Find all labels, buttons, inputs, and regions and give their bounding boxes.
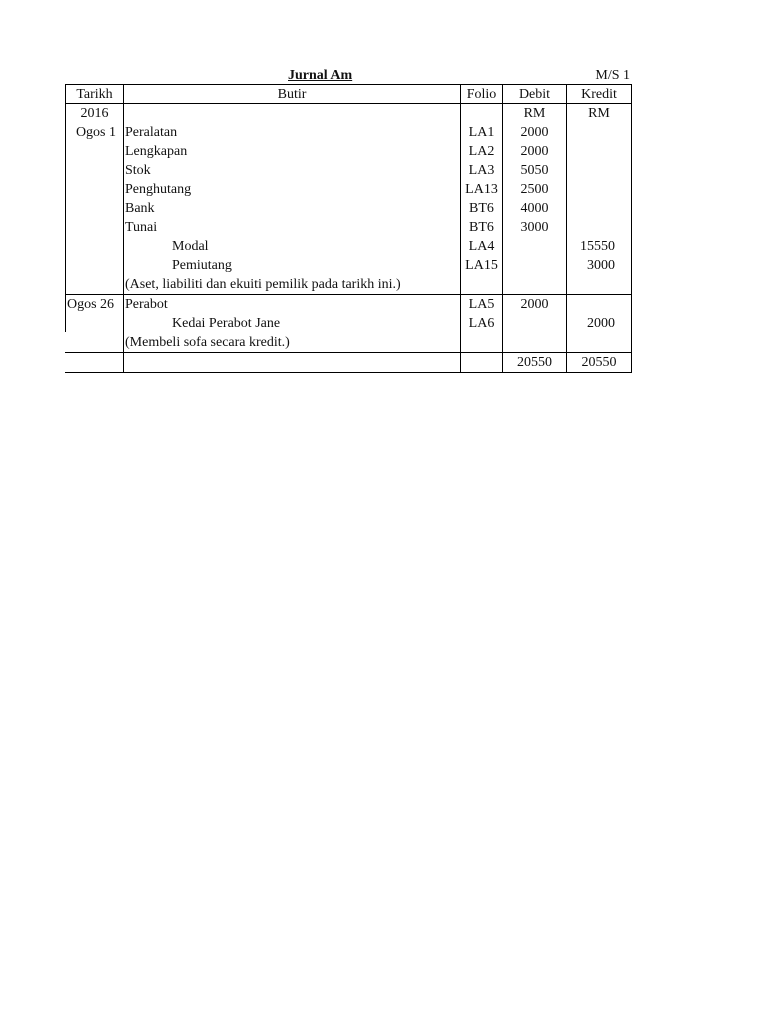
- entry2-line2-credit: 2000: [587, 316, 615, 331]
- year-label: 2016: [80, 106, 109, 121]
- entry1-line4-debit: 2500: [520, 182, 549, 197]
- entry1-line6-debit: 3000: [520, 220, 549, 235]
- journal-title: Jurnal Am: [288, 68, 353, 83]
- header-folio: Folio: [466, 87, 497, 102]
- right-border: [631, 84, 632, 373]
- entry2-line1-particulars: Perabot: [125, 297, 168, 312]
- entry1-line7-folio: LA4: [468, 239, 495, 254]
- entry1-line6-particulars: Tunai: [125, 220, 158, 235]
- entry1-line4-particulars: Penghutang: [125, 182, 192, 197]
- entry1-line3-debit: 5050: [520, 163, 549, 178]
- entry1-line2-folio: LA2: [468, 144, 495, 159]
- entry1-line5-particulars: Bank: [125, 201, 155, 216]
- header-credit: Kredit: [581, 87, 617, 102]
- entry1-line2-debit: 2000: [520, 144, 549, 159]
- entry1-line6-folio: BT6: [469, 220, 494, 235]
- entry1-line2-particulars: Lengkapan: [125, 144, 188, 159]
- entry2-line1-debit: 2000: [520, 297, 549, 312]
- header-particulars: Butir: [277, 87, 307, 102]
- entry1-line7-particulars: Modal: [172, 239, 209, 254]
- entry1-line5-folio: BT6: [469, 201, 494, 216]
- entry1-line8-credit: 3000: [587, 258, 615, 273]
- total-debit: 20550: [517, 355, 552, 370]
- entry2-line2-particulars: Kedai Perabot Jane: [172, 316, 281, 331]
- entry1-date: Ogos 1: [75, 125, 116, 140]
- page-reference: M/S 1: [595, 68, 630, 83]
- entry2-line2-folio: LA6: [468, 316, 495, 331]
- total-credit: 20550: [581, 355, 617, 370]
- entry1-line1-folio: LA1: [468, 125, 495, 140]
- entry2-narration: (Membeli sofa secara kredit.): [125, 335, 290, 350]
- entry1-line1-particulars: Peralatan: [125, 125, 178, 140]
- totals-bottom-border: [65, 372, 632, 373]
- header-debit: Debit: [518, 87, 551, 102]
- entry2-date: Ogos 26: [67, 297, 115, 312]
- debit-unit: RM: [523, 106, 546, 121]
- entry1-line4-folio: LA13: [465, 182, 498, 197]
- entry1-line1-debit: 2000: [520, 125, 549, 140]
- entry1-line8-folio: LA15: [465, 258, 498, 273]
- entry1-line7-credit: 15550: [580, 239, 615, 254]
- entry2-line1-folio: LA5: [468, 297, 495, 312]
- entry1-narration: (Aset, liabiliti dan ekuiti pemilik pada tarikh ini.): [125, 277, 401, 292]
- credit-unit: RM: [588, 106, 610, 121]
- entry1-line3-folio: LA3: [468, 163, 495, 178]
- entry1-line5-debit: 4000: [520, 201, 549, 216]
- header-date: Tarikh: [76, 87, 113, 102]
- date-column-divider: [123, 84, 124, 373]
- entry1-line3-particulars: Stok: [125, 163, 151, 178]
- entry1-line8-particulars: Pemiutang: [172, 258, 232, 273]
